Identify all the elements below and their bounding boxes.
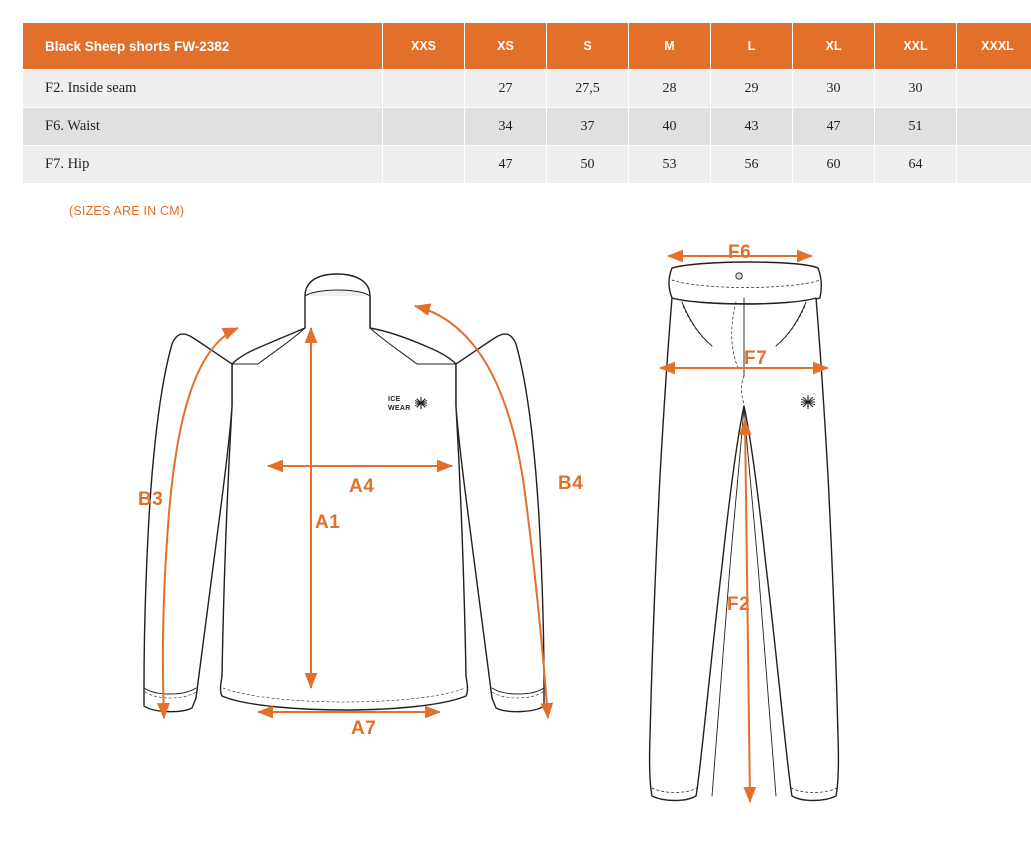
size-header-xxl: XXL	[875, 23, 957, 70]
product-name-header: Black Sheep shorts FW-2382	[23, 23, 383, 70]
cell-waist-m: 40	[629, 108, 711, 146]
cell-inside-seam-xxxl	[957, 70, 1031, 108]
size-table	[22, 22, 1031, 184]
cell-hip-xl: 60	[793, 146, 875, 184]
cell-inside-seam-l: 29	[711, 70, 793, 108]
cell-hip-s: 50	[547, 146, 629, 184]
brand-wordmark-line2: WEAR	[388, 405, 411, 412]
row-label-waist: F6. Waist	[23, 108, 383, 146]
top-garment-drawing	[144, 274, 544, 712]
dimension-label-f2: F2	[727, 594, 751, 615]
figure-area	[0, 236, 1031, 849]
dimension-label-a4: A4	[349, 476, 375, 497]
size-table-header-row	[23, 23, 1031, 70]
cell-hip-m: 53	[629, 146, 711, 184]
dimension-label-a1: A1	[315, 512, 341, 533]
size-table-body	[23, 70, 1031, 184]
cell-inside-seam-s: 27,5	[547, 70, 629, 108]
cell-waist-xxl: 51	[875, 108, 957, 146]
size-header-xxs: XXS	[383, 23, 465, 70]
size-header-xl: XL	[793, 23, 875, 70]
cell-waist-xxxl	[957, 108, 1031, 146]
size-table-container	[22, 22, 1014, 184]
size-table-head	[23, 23, 1031, 70]
size-header-xxxl: XXXL	[957, 23, 1031, 70]
row-label-hip: F7. Hip	[23, 146, 383, 184]
trousers-drawing	[650, 262, 839, 801]
cell-inside-seam-m: 28	[629, 70, 711, 108]
brand-wordmark-line1: ICE	[388, 396, 401, 403]
cell-hip-xs: 47	[465, 146, 547, 184]
cell-hip-xxs	[383, 146, 465, 184]
units-note: (SIZES ARE IN CM)	[69, 204, 185, 218]
garment-technical-drawings	[0, 236, 1031, 849]
size-header-m: M	[629, 23, 711, 70]
cell-waist-s: 37	[547, 108, 629, 146]
table-row	[23, 70, 1031, 108]
dimension-label-f6: F6	[728, 242, 752, 263]
cell-waist-xs: 34	[465, 108, 547, 146]
cell-waist-xl: 47	[793, 108, 875, 146]
cell-waist-xxs	[383, 108, 465, 146]
cell-hip-l: 56	[711, 146, 793, 184]
cell-waist-l: 43	[711, 108, 793, 146]
cell-hip-xxxl	[957, 146, 1031, 184]
cell-inside-seam-xs: 27	[465, 70, 547, 108]
dimension-label-f7: F7	[744, 348, 768, 369]
size-header-l: L	[711, 23, 793, 70]
cell-inside-seam-xl: 30	[793, 70, 875, 108]
cell-inside-seam-xxl: 30	[875, 70, 957, 108]
size-header-xs: XS	[465, 23, 547, 70]
dimension-label-b3: B3	[138, 489, 164, 510]
brand-logo-icon-trousers	[801, 395, 815, 409]
row-label-inside-seam: F2. Inside seam	[23, 70, 383, 108]
dimension-label-b4: B4	[558, 473, 584, 494]
cell-hip-xxl: 64	[875, 146, 957, 184]
size-header-s: S	[547, 23, 629, 70]
table-row	[23, 108, 1031, 146]
dimension-label-a7: A7	[351, 718, 377, 739]
cell-inside-seam-xxs	[383, 70, 465, 108]
table-row	[23, 146, 1031, 184]
brand-logo-icon	[415, 397, 427, 409]
